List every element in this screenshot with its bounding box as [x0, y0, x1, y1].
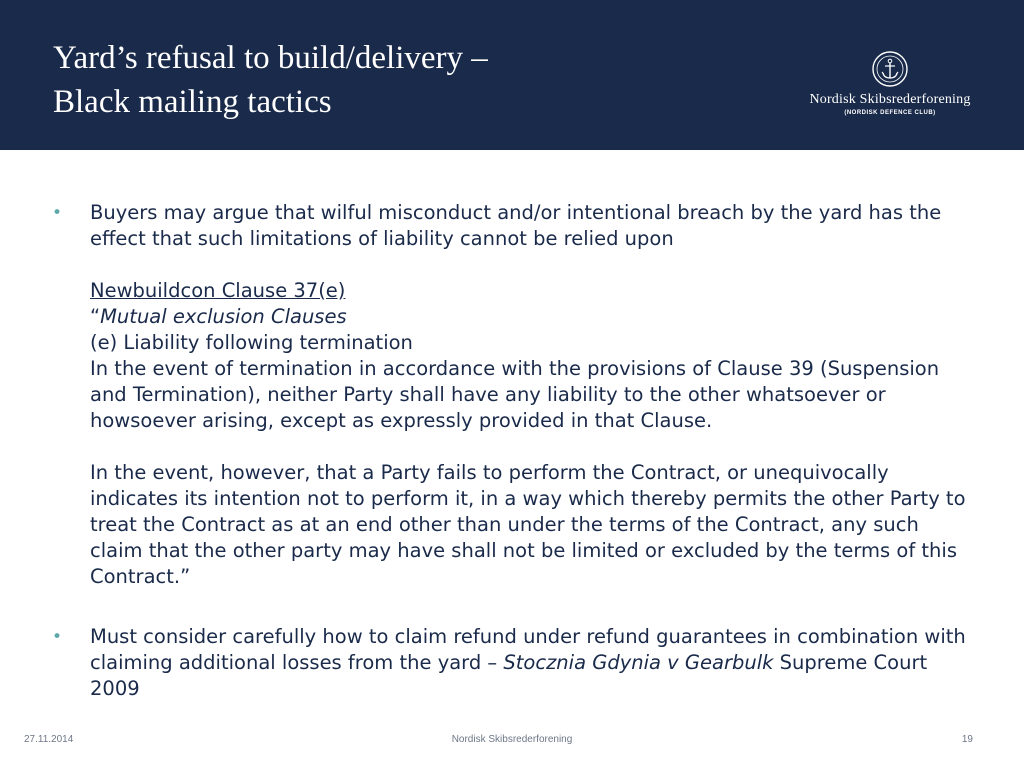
logo-subtitle: (NORDISK DEFENCE CLUB): [844, 110, 936, 116]
footer-organization: Nordisk Skibsrederforening: [451, 734, 573, 745]
clause-reference: Newbuildcon Clause 37(e): [90, 279, 346, 302]
bullet-item: [0, 624, 1024, 702]
title-banner: [0, 0, 1024, 150]
title-line-1: Yard’s refusal to build/delivery –: [53, 40, 488, 76]
slide-title: [53, 36, 488, 124]
bullet-text: Must consider carefully how to claim refund under refund guarantees in combination with claiming additional losses from the yard – Stocznia Gdynia v Gearbulk Supreme Court 2009: [90, 625, 966, 700]
clause-paragraph-1: In the event of termination in accordance with the provisions of Clause 39 (Suspension and Termination), neither Party shall have any liability to the other whatsoever or howsoever arising, except as expressly provided in that Clause.: [90, 357, 940, 432]
slide-body: [0, 200, 1024, 702]
clause-title: “Mutual exclusion Clauses: [90, 305, 347, 328]
bullet-marker: •: [52, 627, 63, 647]
clause-paragraph-2: In the event, however, that a Party fails to perform the Contract, or unequivocally indicates its intention not to perform it, in a way which thereby permits the other Party to treat the Contract as at an end other than under the terms of the Contract, any such claim that the other party may have shall not be limited or excluded by the terms of this Contract.”: [90, 461, 966, 588]
company-logo: [800, 50, 980, 120]
title-line-2: Black mailing tactics: [53, 84, 332, 120]
bullet-marker: •: [52, 203, 63, 223]
bullet-item: [0, 200, 1024, 590]
case-name: Stocznia Gdynia v Gearbulk: [503, 651, 774, 674]
page-number: 19: [961, 734, 973, 745]
footer-date: 27.11.2014: [24, 734, 74, 745]
bullet-text: Buyers may argue that wilful misconduct and/or intentional breach by the yard has the effect that such limitations of liability cannot be relied upon: [90, 201, 942, 250]
logo-name: Nordisk Skibsrederforening: [809, 92, 971, 107]
clause-subtitle: (e) Liability following termination: [90, 331, 413, 354]
anchor-emblem-icon: [871, 50, 909, 88]
